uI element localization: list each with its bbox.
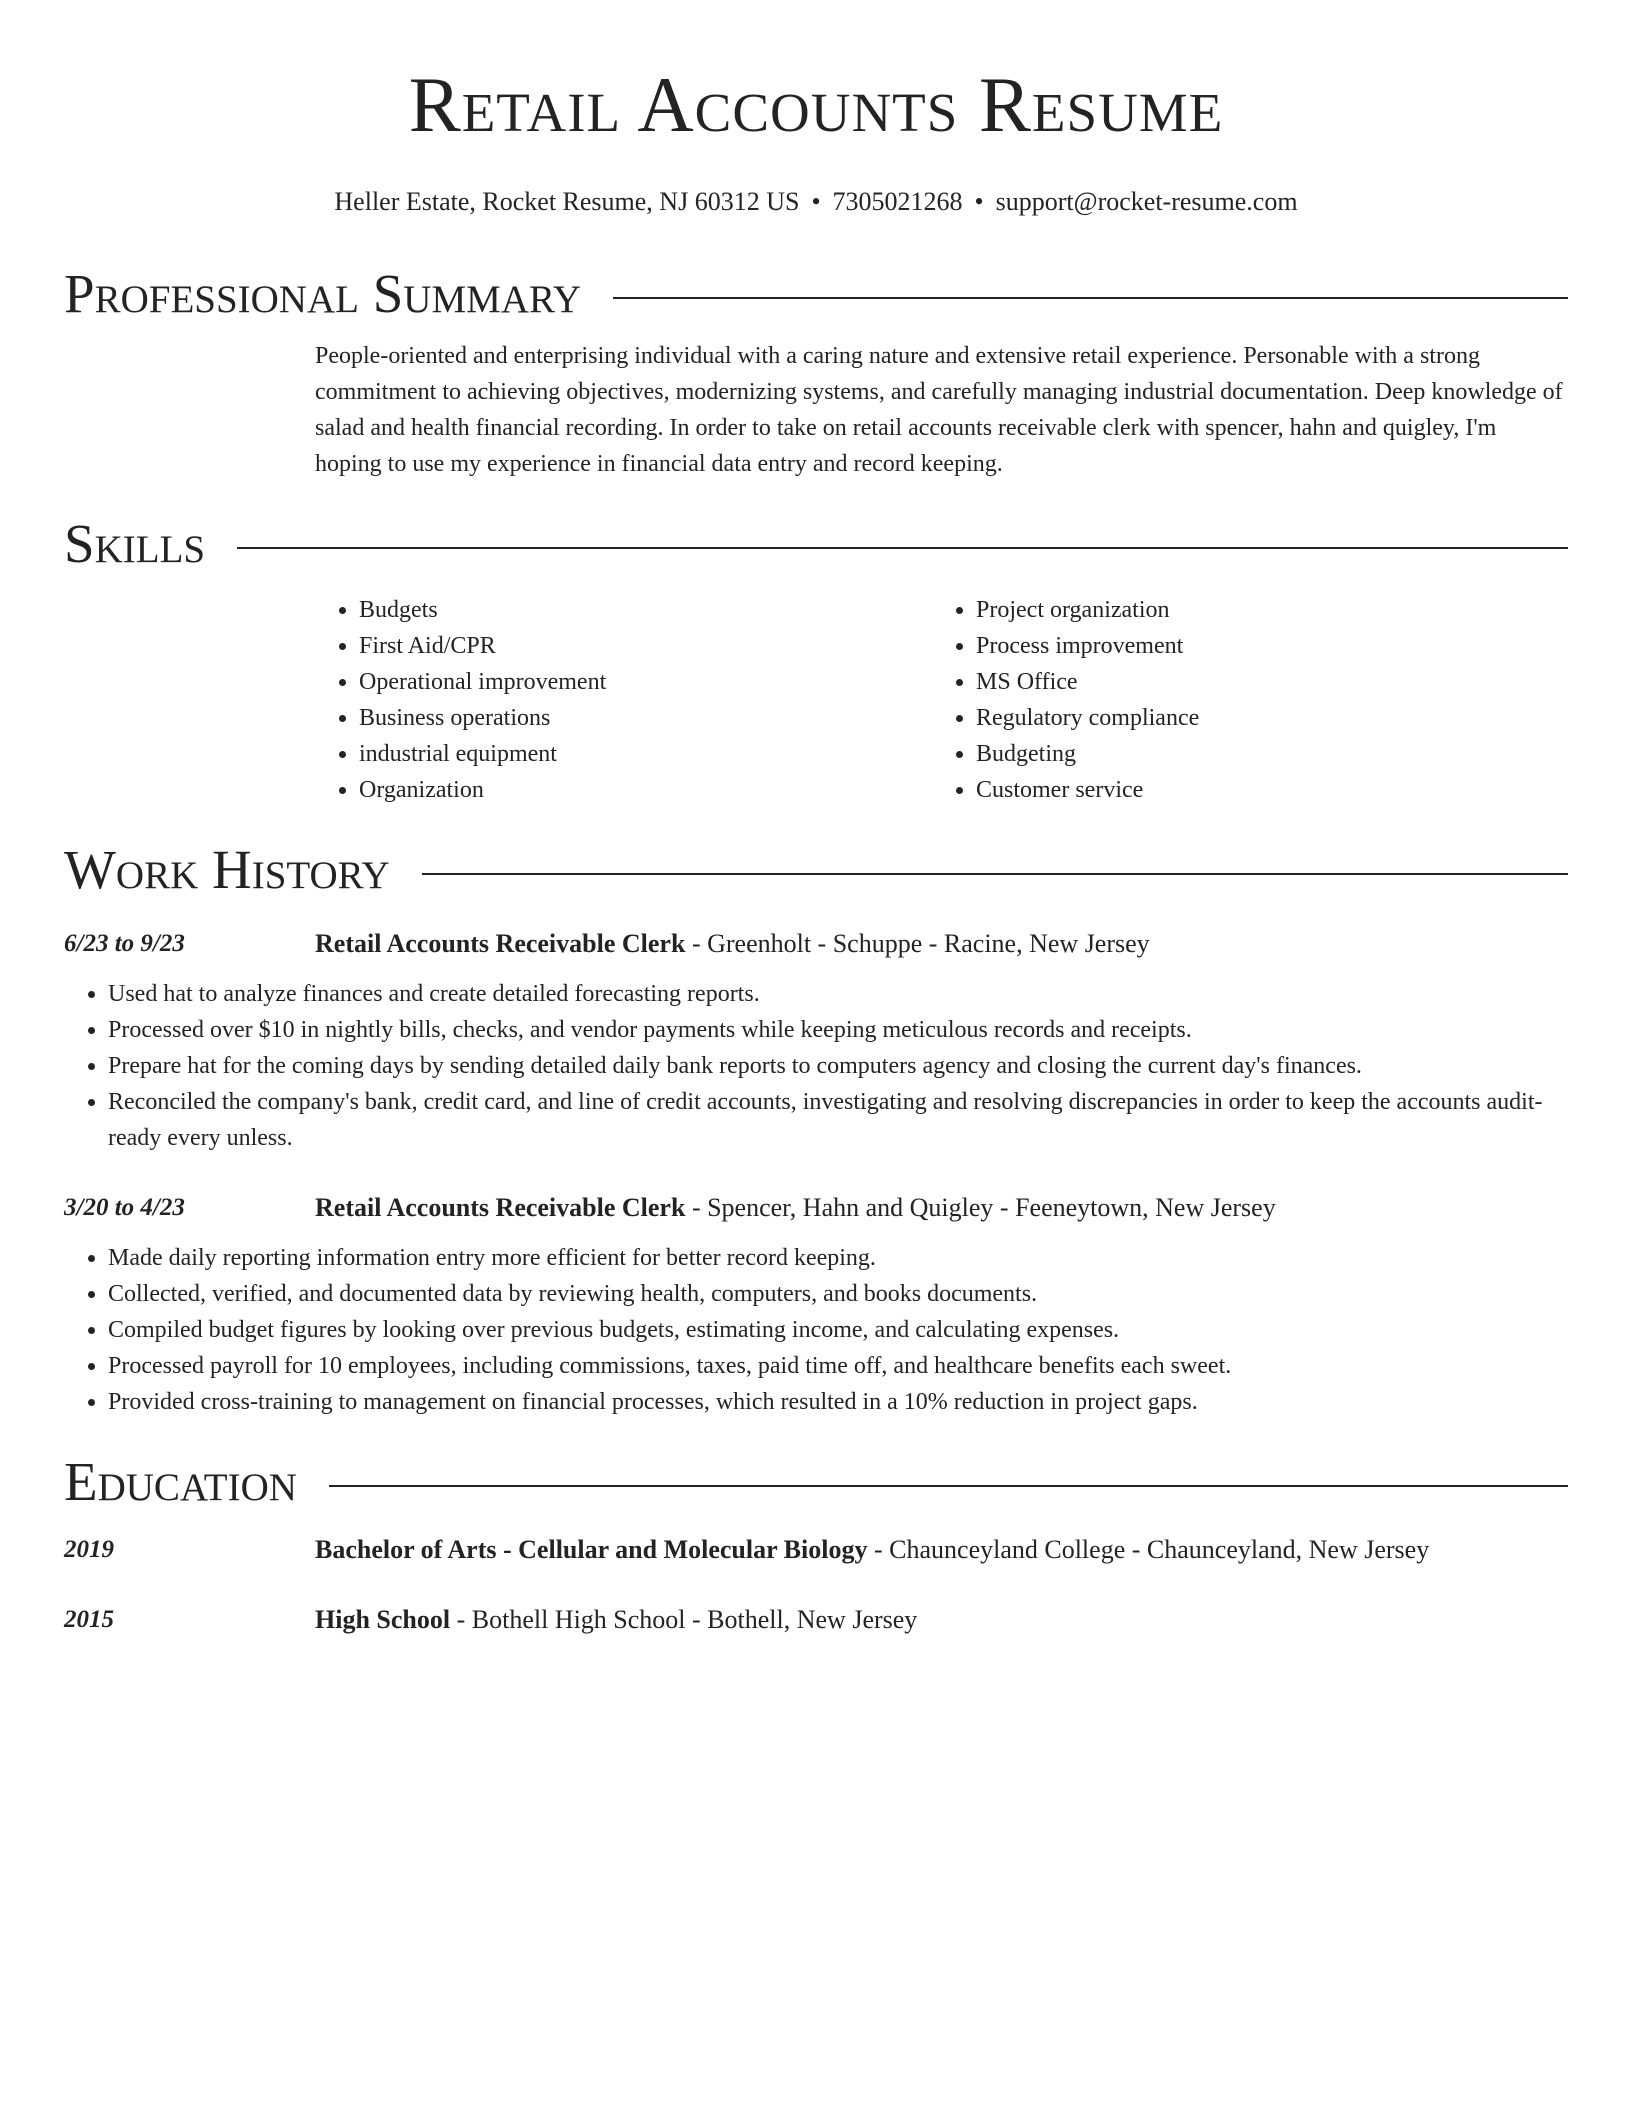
skill-item: • Budgeting [976, 736, 1199, 772]
job-bullet: • Provided cross-training to management on financial processes, which resulted in a 10% reduction in project gaps. [108, 1384, 1568, 1420]
job-dates: 3/20 to 4/23 [64, 1194, 185, 1221]
skills-list [315, 592, 1568, 808]
summary-text: People-oriented and enterprising individual with a caring nature and extensive retail experience. Personable with a strong commitment to achieving objectives, modernizing systems, and carefully managing industrial documentation. Deep knowledge of salad and health financial recording. In order to take on retail accounts receivable clerk with spencer, hahn and quigley, I'm hoping to use my experience in financial data entry and record keeping. [315, 343, 1563, 477]
job-bullets [64, 976, 1568, 1156]
job-dates: 6/23 to 9/23 [64, 930, 185, 957]
section-title-education: Education [64, 1451, 297, 1512]
education-entry [64, 1532, 1568, 1568]
contact-email: support@rocket-resume.com [995, 187, 1298, 216]
job-entry [64, 1190, 1568, 1226]
job-bullet: • Compiled budget figures by looking over previous budgets, estimating income, and calculating expenses. [108, 1312, 1568, 1348]
section-divider [422, 873, 1568, 875]
job-bullet: • Used hat to analyze finances and create detailed forecasting reports. [108, 976, 1568, 1012]
contact-separator: • [811, 187, 821, 216]
resume-title: Retail Accounts Resume [408, 61, 1224, 148]
section-header-summary [64, 262, 1568, 326]
section-title-summary: Professional Summary [64, 263, 582, 324]
skill-item: • Budgets [359, 592, 932, 628]
contact-line [64, 184, 1568, 220]
section-divider [237, 547, 1568, 549]
job-bullet: • Reconciled the company's bank, credit card, and line of credit accounts, investigating and resolving discrepancies in order to keep the accounts audit-ready every unless. [108, 1084, 1568, 1156]
education-degree: Bachelor of Arts - Cellular and Molecular Biology [315, 1535, 868, 1564]
job-heading [315, 926, 1150, 962]
section-title-skills: Skills [64, 513, 206, 574]
resume-page [64, 0, 1568, 1638]
job-title: Retail Accounts Receivable Clerk [315, 1193, 686, 1222]
education-heading [315, 1532, 1429, 1568]
skill-item: • Regulatory compliance [976, 700, 1199, 736]
skill-item: • Operational improvement [359, 664, 932, 700]
job-bullet: • Made daily reporting information entry more efficient for better record keeping. [108, 1240, 1568, 1276]
job-bullet: • Prepare hat for the coming days by sending detailed daily bank reports to computers agency and closing the current day's finances. [108, 1048, 1568, 1084]
job-entry [64, 926, 1568, 962]
education-degree: High School [315, 1605, 451, 1634]
section-title-work: Work History [64, 839, 390, 900]
job-bullets [64, 1240, 1568, 1420]
education-year: 2015 [64, 1606, 114, 1633]
education-details: - Bothell High School - Bothell, New Jersey [450, 1605, 918, 1634]
skill-item: • Business operations [359, 700, 932, 736]
section-header-work [64, 838, 1568, 902]
contact-address: Heller Estate, Rocket Resume, NJ 60312 US [334, 187, 800, 216]
education-entry [64, 1602, 1568, 1638]
education-details: - Chaunceyland College - Chaunceyland, New Jersey [867, 1535, 1430, 1564]
job-heading [315, 1190, 1276, 1226]
skills-column-left [315, 592, 932, 808]
skill-item: • industrial equipment [359, 736, 932, 772]
skill-item: • Customer service [976, 772, 1199, 808]
section-divider [613, 297, 1568, 299]
skill-item: • Process improvement [976, 628, 1199, 664]
contact-phone: 7305021268 [832, 187, 963, 216]
job-bullet: • Processed payroll for 10 employees, including commissions, taxes, paid time off, and healthcare benefits each sweet. [108, 1348, 1568, 1384]
job-title: Retail Accounts Receivable Clerk [315, 929, 686, 958]
section-divider [329, 1485, 1568, 1487]
skill-item: • Project organization [976, 592, 1199, 628]
skill-item: • Organization [359, 772, 932, 808]
education-heading [315, 1602, 917, 1638]
job-details: - Spencer, Hahn and Quigley - Feeneytown, New Jersey [685, 1193, 1276, 1222]
section-header-education [64, 1450, 1568, 1514]
skills-column-right [932, 592, 1199, 808]
education-year: 2019 [64, 1536, 114, 1563]
skill-item: • First Aid/CPR [359, 628, 932, 664]
skill-item: • MS Office [976, 664, 1199, 700]
job-bullet: • Collected, verified, and documented data by reviewing health, computers, and books documents. [108, 1276, 1568, 1312]
job-bullet: • Processed over $10 in nightly bills, checks, and vendor payments while keeping meticulous records and receipts. [108, 1012, 1568, 1048]
section-header-skills [64, 512, 1568, 576]
contact-separator: • [974, 187, 984, 216]
job-details: - Greenholt - Schuppe - Racine, New Jersey [685, 929, 1150, 958]
